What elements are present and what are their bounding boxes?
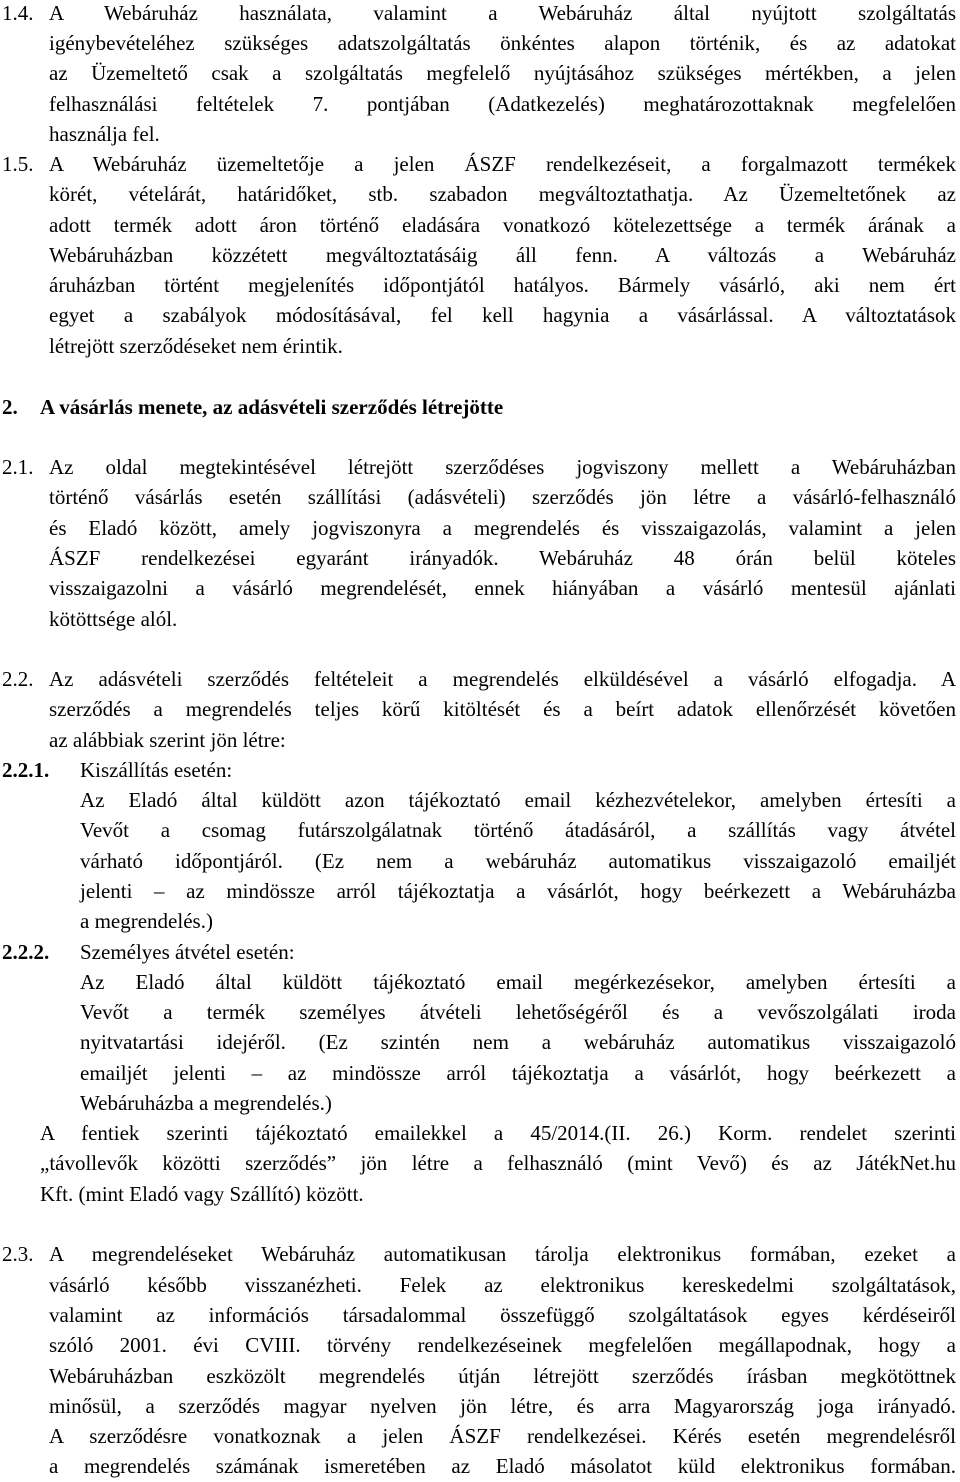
section-number-2-1: 2.1. (2, 455, 34, 479)
paragraph-2-1-line: Az oldal megtekintésével létrejött szerződéses jogviszony mellett a Webáruházban (49, 455, 956, 479)
paragraph-2-2-line: az alábbiak szerint jön létre: (49, 728, 286, 752)
paragraph-2-2-2-line: Webáruházba a megrendelés.) (80, 1091, 332, 1115)
subsection-heading-pickup: Személyes átvétel esetén: (80, 940, 295, 964)
paragraph-2-1-line: és Eladó között, amely jogviszonyra a megrendelés és visszaigazolás, valamint a jelen (49, 516, 956, 540)
paragraph-2-3-line: vásárló később visszanézheti. Felek az elektronikus kereskedelmi szolgáltatások, (49, 1273, 956, 1297)
paragraph-1-5-line: A Webáruház üzemeltetője a jelen ÁSZF rendelkezéseit, a forgalmazott termékek (49, 152, 956, 176)
paragraph-2-1-line: történő vásárlás esetén szállítási (adásvételi) szerződés jön létre a vásárló-felhasználó (49, 485, 956, 509)
section-number-2: 2. (2, 395, 18, 419)
paragraph-2-2-tail-line: Kft. (mint Eladó vagy Szállító) között. (40, 1182, 364, 1206)
paragraph-2-2-2-line: Vevőt a termék személyes átvételi lehetőségéről és a vevőszolgálati iroda (80, 1000, 956, 1024)
section-number-2-2-1: 2.2.1. (2, 758, 50, 782)
section-title: A vásárlás menete, az adásvételi szerződés létrejötte (40, 395, 504, 419)
paragraph-1-5-line: létrejött szerződéseket nem érintik. (49, 334, 343, 358)
paragraph-1-5-line: Webáruházban közzétett megváltoztatásáig áll fenn. A változás a Webáruház (49, 243, 956, 267)
paragraph-2-3-line: valamint az információs társadalommal összefüggő szolgáltatások egyes kérdéseiről (49, 1303, 956, 1327)
paragraph-1-4-line: az Üzemeltető csak a szolgáltatás megfelelő nyújtásához szükséges mértékben, a jelen (49, 61, 956, 85)
paragraph-2-2-1-line: a megrendelés.) (80, 909, 213, 933)
paragraph-2-3-line: A szerződésre vonatkoznak a jelen ÁSZF rendelkezései. Kérés esetén megrendelésről (49, 1424, 956, 1448)
paragraph-2-2-2-line: emailjét jelenti – az mindössze arról tájékoztatja a vásárlót, hogy beérkezett a (80, 1061, 956, 1085)
section-number-2-2: 2.2. (2, 667, 34, 691)
paragraph-1-4-line: felhasználási feltételek 7. pontjában (Adatkezelés) meghatározottaknak megfelelően (49, 92, 956, 116)
section-number-1-5: 1.5. (2, 152, 34, 176)
paragraph-2-1-line: ÁSZF rendelkezései egyaránt irányadók. Webáruház 48 órán belül köteles (49, 546, 956, 570)
paragraph-1-5-line: körét, vételárát, határidőket, stb. szabadon megváltoztathatja. Az Üzemeltetőnek az (49, 182, 956, 206)
paragraph-2-3-line: A megrendeléseket Webáruház automatikusan tárolja elektronikus formában, ezeket a (49, 1242, 956, 1266)
paragraph-2-2-line: szerződés a megrendelés teljes körű kitöltését és a beírt adatok ellenőrzését követően (49, 697, 956, 721)
paragraph-2-3-line: szóló 2001. évi CVIII. törvény rendelkezéseinek megfelelően megállapodnak, hogy a (49, 1333, 956, 1357)
paragraph-2-3-line: Webáruházban eszközölt megrendelés útján létrejött szerződés írásban megkötöttnek (49, 1364, 956, 1388)
paragraph-1-5-line: adott termék adott áron történő eladására vonatkozó kötelezettsége a termék árának a (49, 213, 956, 237)
paragraph-2-2-1-line: Az Eladó által küldött azon tájékoztató email kézhezvételekor, amelyben értesíti a (80, 788, 956, 812)
section-number-2-3: 2.3. (2, 1242, 34, 1266)
paragraph-2-2-1-line: Vevőt a csomag futárszolgálatnak történő átadásáról, a szállítás vagy átvétel (80, 818, 956, 842)
paragraph-2-2-line: Az adásvételi szerződés feltételeit a megrendelés elküldésével a vásárló elfogadja. A (49, 667, 956, 691)
paragraph-2-2-tail-line: „távollevők közötti szerződés” jön létre a felhasználó (mint Vevő) és az JátékNet.hu (40, 1151, 956, 1175)
paragraph-2-2-1-line: jelenti – az mindössze arról tájékoztatja a vásárlót, hogy beérkezett a Webáruházba (80, 879, 956, 903)
paragraph-2-2-1-line: várható időpontjáról. (Ez nem a webáruház automatikus visszaigazoló emailjét (80, 849, 956, 873)
subsection-heading-delivery: Kiszállítás esetén: (80, 758, 233, 782)
section-number-1-4: 1.4. (2, 1, 34, 25)
paragraph-2-2-tail-line: A fentiek szerinti tájékoztató emailekkel a 45/2014.(II. 26.) Korm. rendelet szerinti (40, 1121, 956, 1145)
paragraph-2-2-2-line: nyitvatartási idejéről. (Ez szintén nem a webáruház automatikus visszaigazoló (80, 1030, 956, 1054)
paragraph-1-5-line: egyet a szabályok módosításával, fel kell hagynia a vásárlással. A változtatások (49, 303, 956, 327)
paragraph-2-1-line: kötöttsége alól. (49, 607, 178, 631)
paragraph-1-5-line: áruházban történt megjelenítés időpontjától hatályos. Bármely vásárló, aki nem ért (49, 273, 956, 297)
paragraph-2-3-line: a megrendelés számának ismeretében az Eladó másolatot küld elektronikus formában. (49, 1454, 956, 1478)
section-number-2-2-2: 2.2.2. (2, 940, 50, 964)
paragraph-2-2-2-line: Az Eladó által küldött tájékoztató email megérkezésekor, amelyben értesíti a (80, 970, 956, 994)
paragraph-1-4-line: használja fel. (49, 122, 160, 146)
paragraph-2-3-line: minősül, a szerződés magyar nyelven jön létre, és arra Magyarország joga irányadó. (49, 1394, 956, 1418)
paragraph-1-4-line: A Webáruház használata, valamint a Webáruház által nyújtott szolgáltatás (49, 1, 956, 25)
paragraph-1-4-line: igénybevételéhez szükséges adatszolgáltatás önkéntes alapon történik, és az adatokat (49, 31, 956, 55)
paragraph-2-1-line: visszaigazolni a vásárló megrendelését, ennek hiányában a vásárló mentesül ajánlati (49, 576, 956, 600)
